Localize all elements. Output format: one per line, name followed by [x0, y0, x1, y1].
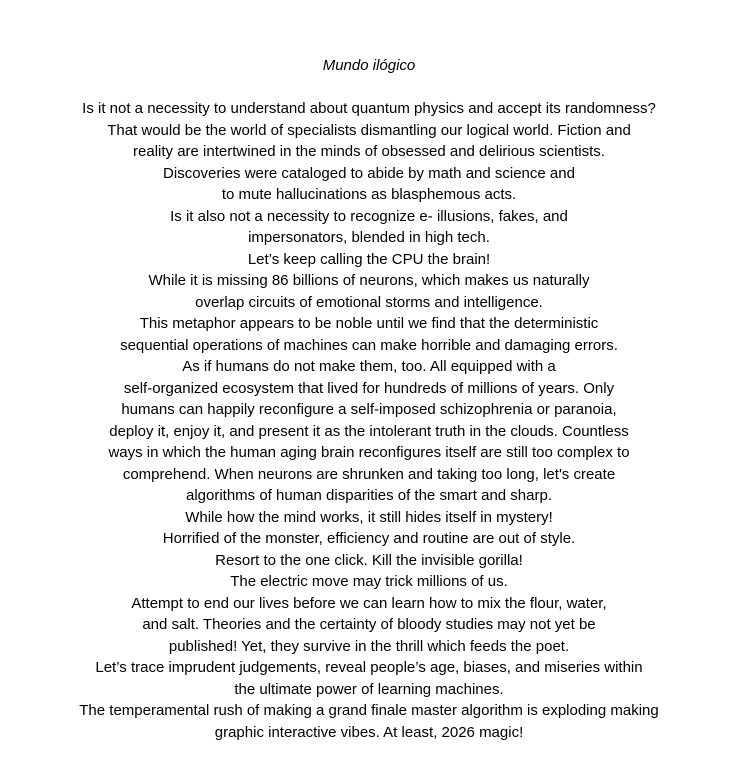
poem-line: deploy it, enjoy it, and present it as the intolerant truth in the clouds. Countless	[109, 422, 629, 440]
poem-line: Let’s keep calling the CPU the brain!	[247, 250, 491, 268]
poem-line: to mute hallucinations as blasphemous acts.	[221, 186, 517, 203]
poem-line: self-organized ecosystem that lived for hundreds of millions of years. Only	[123, 379, 615, 397]
poem-line: The electric move may trick millions of us.	[230, 573, 508, 590]
poem-line: As if humans do not make them, too. All equipped with a	[182, 358, 556, 375]
poem-line: reality are intertwined in the minds of obsessed and delirious scientists.	[133, 143, 605, 160]
poem-line: Resort to the one click. Kill the invisible gorilla!	[215, 551, 523, 569]
poem-line: humans can happily reconfigure a self-imposed schizophrenia or paranoia,	[121, 401, 617, 418]
poem-line: graphic interactive vibes. At least, 2026 magic!	[214, 723, 524, 741]
poem-line: and salt. Theories and the certainty of bloody studies may not yet be	[142, 616, 596, 633]
poem-body	[0, 98, 738, 743]
poem-line: the ultimate power of learning machines.	[234, 680, 504, 698]
poem-line: That would be the world of specialists dismantling our logical world. Fiction and	[107, 121, 631, 139]
poem-line: algorithms of human disparities of the smart and sharp.	[185, 487, 552, 504]
poem-line: Horrified of the monster, efficiency and routine are out of style.	[162, 530, 576, 547]
poem-line: While it is missing 86 billions of neurons, which makes us naturally	[148, 272, 590, 289]
poem-line: comprehend. When neurons are shrunken and taking too long, let's create	[122, 465, 616, 483]
poem-line: Is it not a necessity to understand about quantum physics and accept its randomness?	[82, 100, 656, 117]
poem-line: Is it also not a necessity to recognize e- illusions, fakes, and	[170, 207, 568, 225]
poem-line: This metaphor appears to be noble until we find that the deterministic	[139, 315, 599, 332]
poem-line: impersonators, blended in high tech.	[248, 229, 490, 246]
poem-line: ways in which the human aging brain reconfigures itself are still too complex to	[108, 444, 630, 461]
poem-line: overlap circuits of emotional storms and intelligence.	[195, 293, 543, 311]
poem-line: Discoveries were cataloged to abide by math and science and	[163, 164, 575, 182]
poem-title: Mundo ilógico	[322, 57, 416, 74]
poem-line: published! Yet, they survive in the thrill which feeds the poet.	[168, 637, 570, 655]
poem-line: Attempt to end our lives before we can learn how to mix the flour, water,	[131, 594, 607, 612]
poem-line: While how the mind works, it still hides itself in mystery!	[185, 508, 553, 526]
poem-line: sequential operations of machines can make horrible and damaging errors.	[120, 336, 618, 354]
poem-line: Let’s trace imprudent judgements, reveal people’s age, biases, and miseries within	[95, 659, 643, 676]
poem-line: The temperamental rush of making a grand finale master algorithm is exploding making	[79, 702, 659, 719]
